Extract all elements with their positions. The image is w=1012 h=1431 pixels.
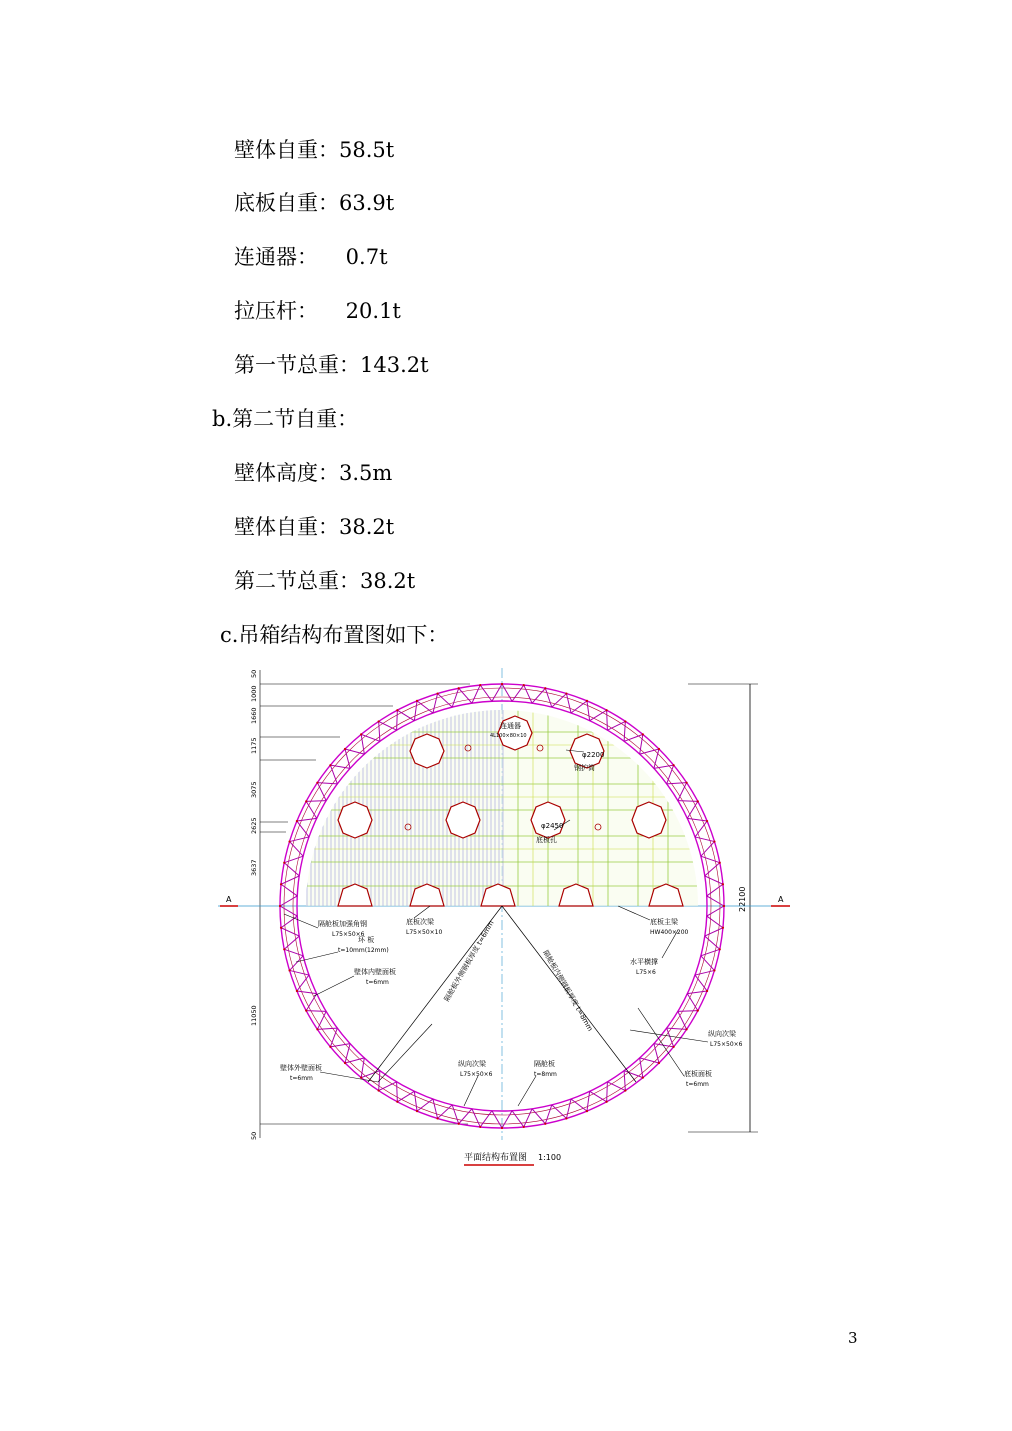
inner-wall-spec: t=6mm [366,979,389,986]
stiff-angle-label: 隔舱板加强角钢 [318,920,367,928]
inner-beam-spec: L75×50×6 [710,1041,743,1048]
text-connector-weight: 连通器： 0.7t [234,245,388,269]
sec-beam-spec: L75×50×10 [406,929,443,936]
outer-wall-label: 壁体外壁面板 [280,1064,322,1072]
dim-overall: 22100 [738,886,747,912]
connector-spec: 4L100×80×10 [490,733,527,739]
outer-wall-spec: t=6mm [290,1075,313,1082]
h-brace-spec: L75×6 [636,969,656,976]
dim-left-6: 3637 [250,859,258,876]
radial-label: 纵向次梁 [458,1060,486,1068]
main-beam-spec: HW400×200 [650,929,689,936]
page-number: 3 [848,1329,858,1347]
text-wall-weight-2: 壁体自重：38.2t [234,515,395,539]
bulkhead-label: 隔舱板 [534,1060,555,1068]
diag-right-label: 隔舱板内侧钢板厚度 t=8mm [541,949,595,1033]
section-mark-right: A [778,895,784,904]
text-figure-intro: c.吊箱结构布置图如下： [220,623,449,647]
dim-left-0: 50 [250,669,258,678]
dim-left-3: 1175 [250,737,258,754]
figure-title: 平面结构布置图 [464,1153,528,1163]
bulkhead-spec: t=8mm [534,1071,557,1078]
stiff-angle-spec: L75×50×6 [332,931,365,938]
text-section1-total: 第一节总重：143.2t [234,353,429,377]
text-wall-height: 壁体高度：3.5m [234,461,393,485]
figure-scale: 1:100 [538,1153,562,1162]
text-wall-weight: 壁体自重：58.5t [234,138,395,162]
dim-left-7: 11050 [250,1005,258,1026]
dim-left-5: 2625 [250,817,258,834]
casing-label: 钢护筒 [574,764,595,772]
dim-left-1: 1000 [250,685,258,702]
section-mark-left: A [226,895,232,904]
casing-dia: φ2200 [582,751,605,759]
ring-label: 环 板 [358,936,375,944]
dim-left-4: 3075 [250,781,258,798]
dim-left-2: 1660 [250,707,258,724]
bottom-face-spec: t=6mm [686,1081,709,1088]
bottom-face-label: 底板面板 [684,1070,712,1078]
connector-label: 连通器 [500,722,521,730]
inner-wall-label: 壁体内壁面板 [354,968,396,976]
text-section2-total: 第二节总重：38.2t [234,569,416,593]
dim-left-8: 50 [250,1131,258,1140]
text-section2-heading: b.第二节自重： [212,407,359,431]
h-brace-label: 水平横撑 [630,958,658,966]
ring-spec: t=10mm(12mm) [338,947,389,954]
hole-dia: φ2450 [541,822,564,830]
text-bottom-weight: 底板自重：63.9t [234,191,395,215]
structure-layout-drawing [218,662,798,1174]
diag-left-label: 隔舱板外侧钢板厚度 t=6mm [442,919,496,1003]
sec-beam-label: 底板次梁 [406,918,434,926]
inner-beam-label: 纵向次梁 [708,1030,736,1038]
main-beam-label: 底板主梁 [650,918,678,926]
radial-spec: L75×50×6 [460,1071,493,1078]
hole-label: 底板孔 [536,836,557,844]
text-rod-weight: 拉压杆： 20.1t [234,299,401,323]
drawing-svg [218,662,798,1174]
